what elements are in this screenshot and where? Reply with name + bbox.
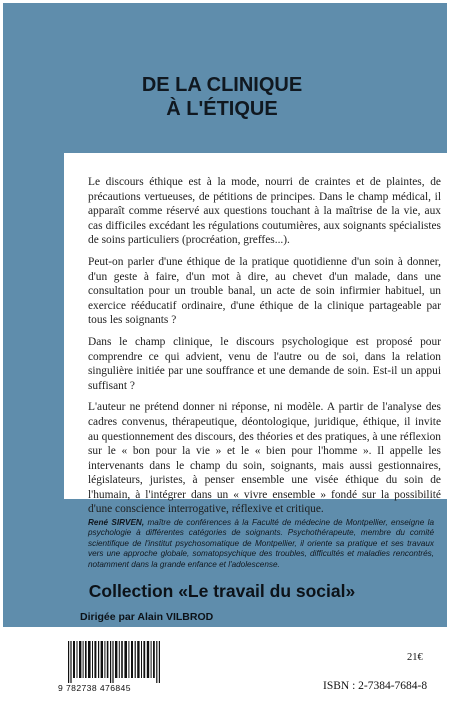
barcode-number: 9 782738 476845	[58, 683, 131, 693]
summary-paragraph-3: Dans le champ clinique, le discours psychologique est proposé pour comprendre ce qui advient, venu de l'autre ou de soi, dans la relation singulière initiée par une souffrance et une demande de soin. Est-il un appui suffisant ?	[88, 335, 441, 392]
price: 21€	[407, 652, 423, 663]
collection-director: Dirigée par Alain VILBROD	[80, 611, 214, 623]
summary-paragraph-4: L'auteur ne prétend donner ni réponse, ni modèle. A partir de l'analyse des cadres convenus, thérapeutique, déontologique, juridique, éthique, il invite au questionnement des discours, des théories et des pratiques, à une réflexion sur le « bon pour la vie » et le « bien pour l'homme ». Il appelle les intervenants dans le champ du soin, soignants, mais aussi gestionnaires, législateurs, juristes, à penser ensemble une visée éthique du soin de l'humain, à l'intégrer dans un « vivre ensemble » fondé sur la possibilité d'une conscience interrogative, réflexive et critique.	[88, 401, 441, 516]
barcode-bars	[68, 641, 164, 683]
title-line-2: À L'ÉTIQUE	[166, 98, 278, 120]
isbn: ISBN : 2-7384-7684-8	[323, 680, 428, 692]
author-description: maître de conférences à la Faculté de médecine de Montpellier, enseigne la psychologie à différentes catégories de soignants. Psychothérapeute, membre du comité scientifique de l'institut psychosomatique de Montpellier, il oriente sa pratique et ses travaux vers une approche globale, somatopsychique des troubles, difficultés et maladies rencontrés, notamment dans la grande enfance et l'adolescense.	[88, 518, 434, 569]
summary-paragraph-2: Peut-on parler d'une éthique de la pratique quotidienne d'un soin à donner, d'un geste à faire, d'un mot à dire, au chevet d'un malade, dans une consultation pour un trouble banal, un acte de soin infirmier habituel, un exercice rééducatif ordinaire, d'une éthique de la clinique partageable par tous les soignants ?	[88, 255, 441, 327]
author-bio	[88, 518, 434, 570]
author-name: René SIRVEN,	[88, 518, 145, 527]
title-line-1: DE LA CLINIQUE	[141, 74, 303, 96]
summary-text	[88, 175, 441, 524]
summary-paragraph-1: Le discours éthique est à la mode, nourri de craintes et de plaintes, de précautions vertueuses, de pétitions de principes. Dans le champ médical, il apparaît comme réservé aux questions touchant à la maîtrise de la vie, aux cas difficiles excédant les régulations coutumières, aux soignants spécialistes de soins particuliers (procréation, greffes...).	[88, 176, 441, 247]
book-title	[0, 73, 444, 121]
collection-title: Collection «Le travail du social»	[88, 581, 356, 601]
